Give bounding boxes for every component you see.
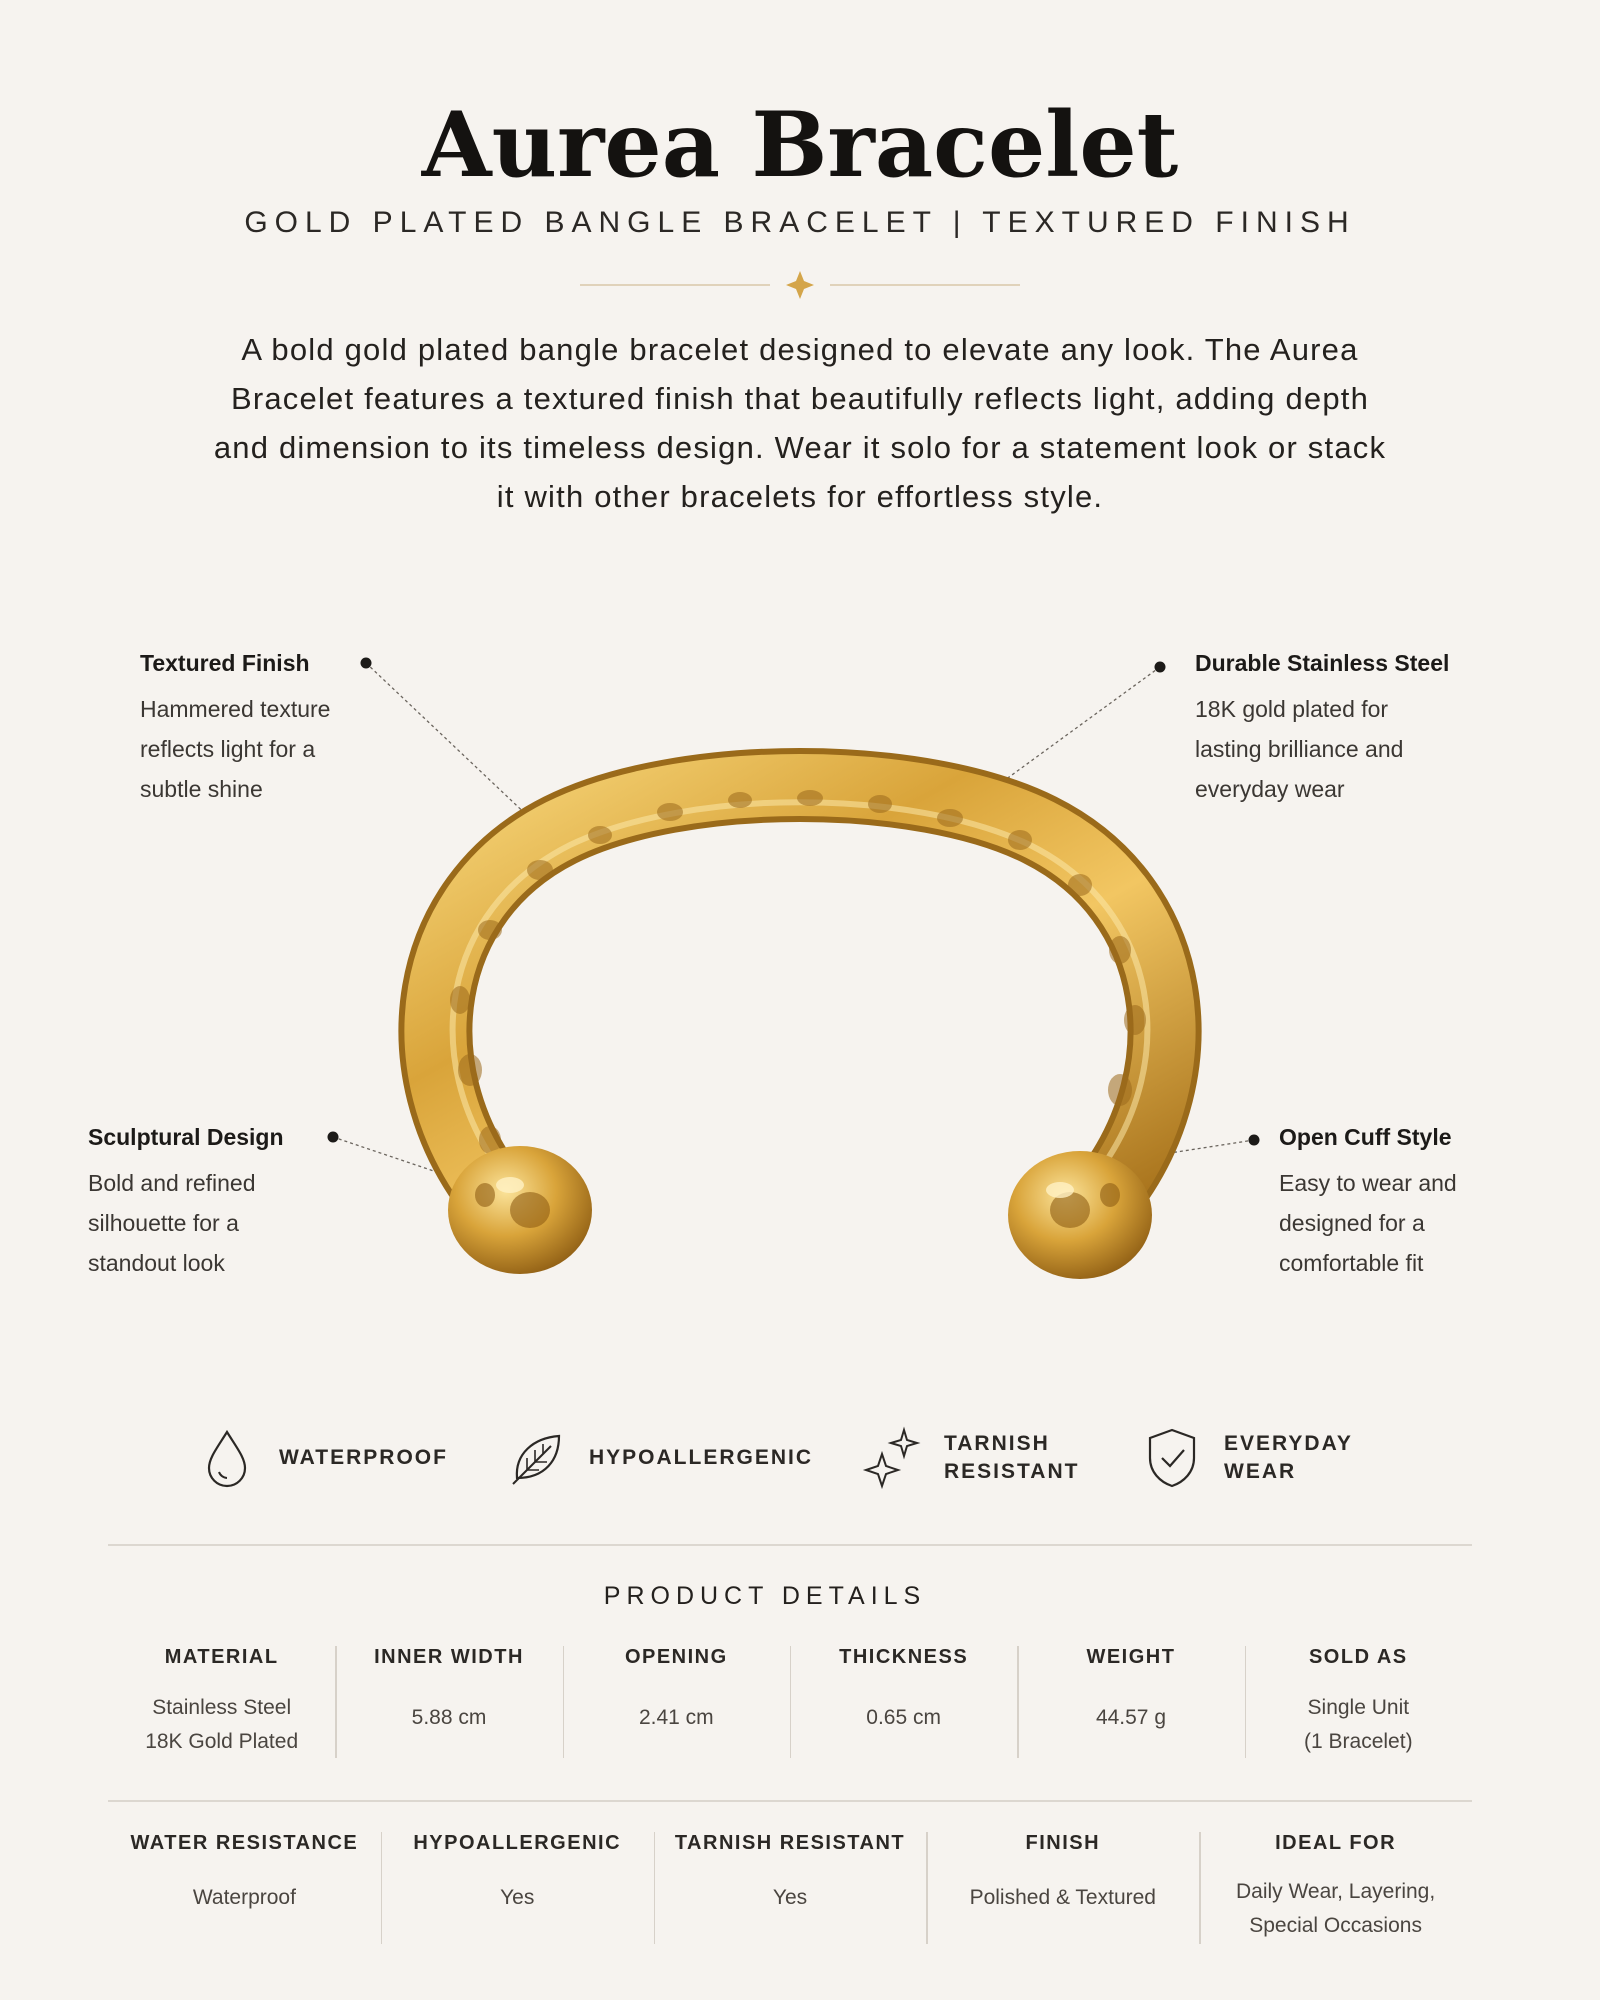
spec-inner-width (335, 1646, 562, 1758)
spec-value: Yes (500, 1886, 535, 1909)
badge-label: TARNISH RESISTANT (944, 1432, 1080, 1483)
spec-sold-as (1245, 1646, 1472, 1758)
spec-label: TARNISH RESISTANT (674, 1832, 906, 1854)
feature-body: Bold and refined silhouette for a standout look (88, 1170, 256, 1276)
spec-value: 2.41 cm (638, 1706, 714, 1729)
water-drop-icon (195, 1426, 259, 1490)
spec-value: Polished & Textured (969, 1886, 1156, 1909)
badge-everyday-wear (1140, 1418, 1353, 1498)
spec-value: Daily Wear, Layering, Special Occasions (1235, 1880, 1436, 1937)
spec-value: 5.88 cm (411, 1706, 487, 1729)
spec-opening (563, 1646, 790, 1758)
spec-label: WATER RESISTANCE (130, 1832, 359, 1854)
section-divider (108, 1544, 1472, 1546)
badge-hypoallergenic (505, 1418, 813, 1498)
spec-label: SOLD AS (1308, 1646, 1408, 1668)
product-description: A bold gold plated bangle bracelet designed to elevate any look. The Aurea Bracelet features a textured finish that beautifully reflects light, adding depth and dimension to its timeless design. Wear it solo for a statement look or stack it with other bracelets for effortless style. (213, 332, 1387, 514)
spec-ideal-for (1199, 1832, 1472, 1944)
spec-row-1 (108, 1646, 1472, 1758)
product-title: Aurea Bracelet (421, 92, 1179, 198)
sparkle-icon (860, 1426, 924, 1490)
spec-label: MATERIAL (164, 1646, 279, 1668)
product-details-title: PRODUCT DETAILS (603, 1582, 927, 1610)
spec-value: Yes (772, 1886, 808, 1909)
spec-value: Single Unit (1 Bracelet) (1304, 1696, 1413, 1753)
badge-label: EVERYDAY WEAR (1224, 1432, 1353, 1483)
spec-value: 0.65 cm (866, 1706, 941, 1729)
spec-value: 44.57 g (1095, 1706, 1167, 1729)
spec-label: HYPOALLERGENIC (413, 1832, 622, 1854)
feature-open-cuff (1279, 1124, 1579, 1283)
feature-durable-steel (1195, 650, 1525, 809)
section-divider (108, 1800, 1472, 1802)
spec-label: FINISH (1025, 1832, 1101, 1854)
spec-label: OPENING (624, 1646, 728, 1668)
spec-label: THICKNESS (839, 1646, 969, 1668)
spec-thickness (790, 1646, 1017, 1758)
feature-sculptural-design (88, 1124, 388, 1283)
bracelet-image (360, 740, 1240, 1300)
product-subtitle: GOLD PLATED BANGLE BRACELET | TEXTURED FINISH (244, 206, 1356, 239)
spec-value: Stainless Steel 18K Gold Plated (145, 1696, 299, 1753)
badge-label: WATERPROOF (279, 1446, 448, 1469)
feature-body: 18K gold plated for lasting brilliance and everyday wear (1195, 696, 1404, 802)
spec-finish (926, 1832, 1199, 1944)
feature-title: Open Cuff Style (1279, 1124, 1452, 1150)
ornament-divider (580, 270, 1020, 300)
feature-title: Textured Finish (140, 650, 310, 676)
spec-tarnish-resistant (654, 1832, 927, 1944)
spec-weight (1017, 1646, 1244, 1758)
feature-body: Hammered texture reflects light for a subtle shine (140, 696, 331, 802)
spec-label: INNER WIDTH (374, 1646, 524, 1668)
spec-value: Waterproof (192, 1886, 296, 1909)
spec-hypoallergenic (381, 1832, 654, 1944)
feature-body: Easy to wear and designed for a comfortable fit (1279, 1170, 1457, 1276)
diamond-star-icon (786, 271, 814, 299)
spec-row-2 (108, 1832, 1472, 1944)
feature-badges (0, 1418, 1600, 1498)
feature-title: Durable Stainless Steel (1195, 650, 1450, 676)
leaf-icon (505, 1426, 569, 1490)
badge-waterproof (195, 1418, 448, 1498)
spec-material (108, 1646, 335, 1758)
spec-water-resistance (108, 1832, 381, 1944)
spec-label: IDEAL FOR (1275, 1832, 1397, 1854)
spec-label: WEIGHT (1086, 1646, 1176, 1668)
badge-tarnish-resistant (860, 1418, 1079, 1498)
feature-title: Sculptural Design (88, 1124, 284, 1150)
shield-check-icon (1140, 1426, 1204, 1490)
badge-label: HYPOALLERGENIC (589, 1446, 814, 1469)
